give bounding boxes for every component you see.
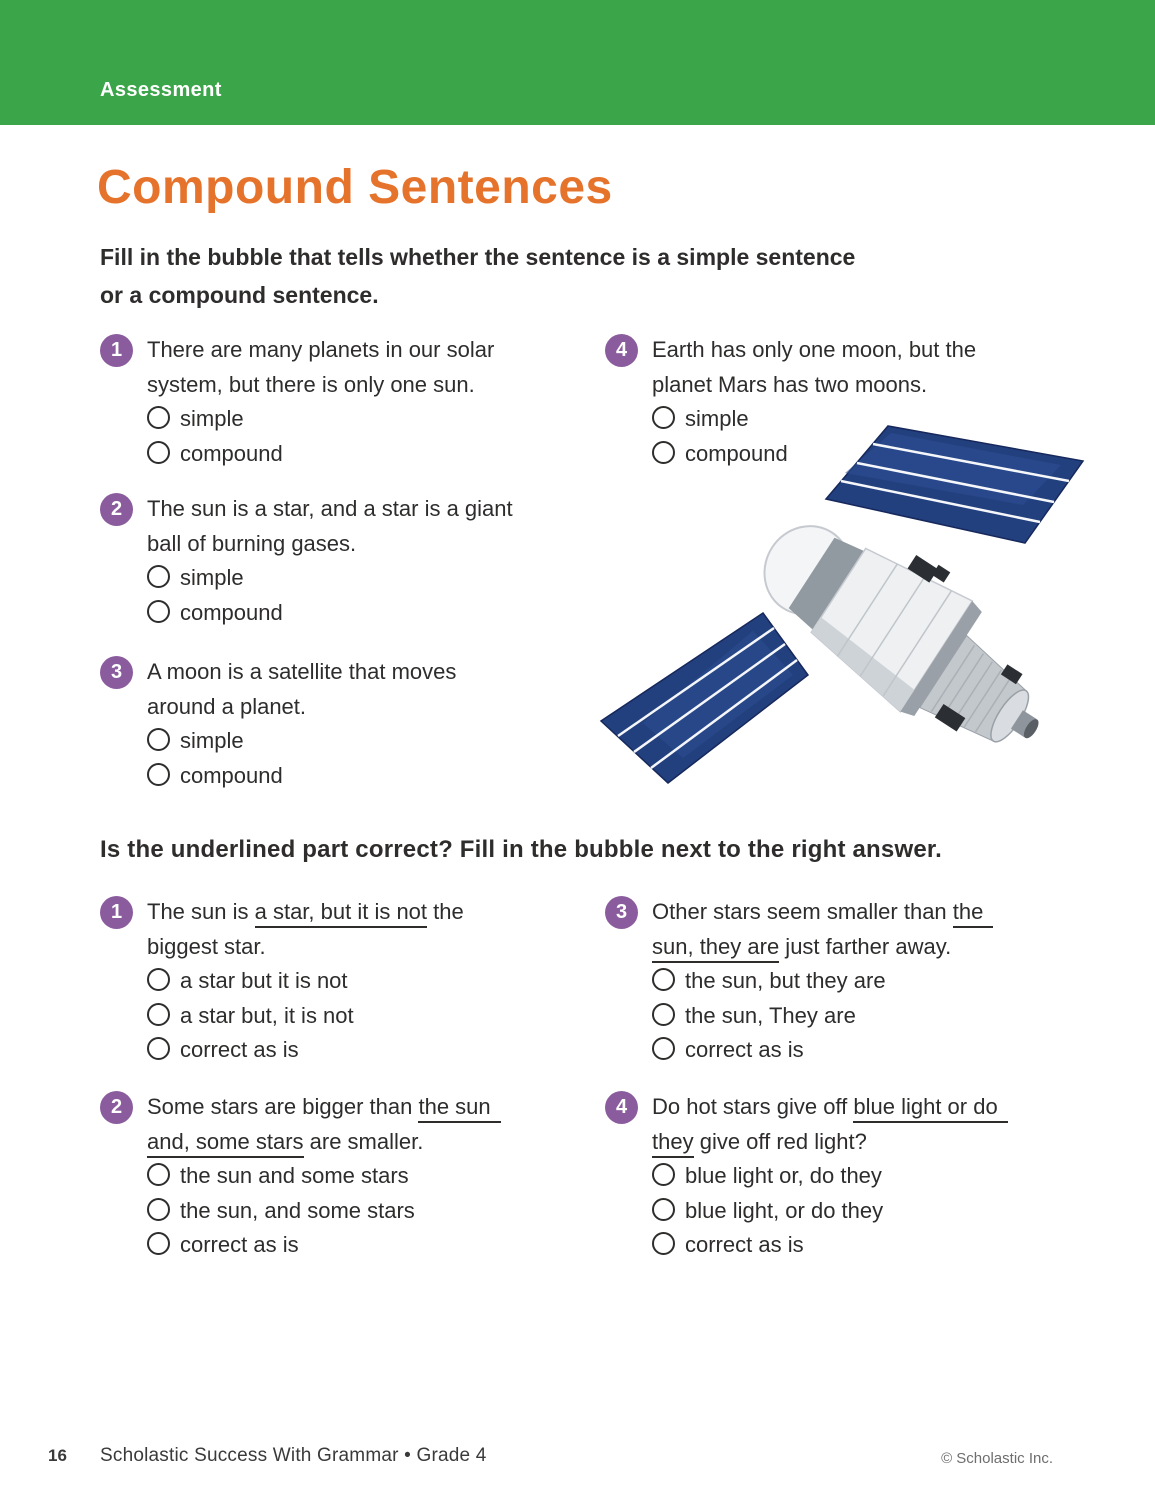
- answer-option[interactable]: [147, 964, 600, 999]
- answer-option[interactable]: [147, 1228, 600, 1263]
- option-label: a star but, it is not: [180, 1002, 354, 1028]
- underlined-phrase: blue light or do: [853, 1094, 1007, 1123]
- question-number-badge: 3: [100, 656, 133, 689]
- s2-question-2: [100, 1090, 600, 1263]
- answer-option[interactable]: [652, 1228, 1105, 1263]
- question-text: Earth has only one moon, but the: [652, 337, 977, 362]
- question-text: system, but there is only one sun.: [147, 371, 475, 397]
- question-text: sun, they are just farther away.: [652, 930, 1105, 965]
- answer-bubble[interactable]: [147, 968, 170, 991]
- answer-bubble[interactable]: [652, 1037, 675, 1060]
- instructions-line: or a compound sentence.: [100, 282, 379, 308]
- answer-option[interactable]: [147, 561, 600, 596]
- underlined-phrase: the sun: [418, 1094, 500, 1123]
- option-label: the sun, and some stars: [180, 1197, 415, 1223]
- answer-bubble[interactable]: [652, 1003, 675, 1026]
- option-label: blue light, or do they: [685, 1197, 884, 1223]
- section2-instructions: Is the underlined part correct? Fill in the bubble next to the right answer.: [100, 836, 942, 863]
- question-text: and, some stars are smaller.: [147, 1125, 600, 1160]
- satellite-solar-panel-upper: [826, 426, 1083, 543]
- s2-question-4: [605, 1090, 1105, 1263]
- underlined-phrase: and, some stars: [147, 1129, 304, 1158]
- answer-bubble[interactable]: [147, 406, 170, 429]
- question-text: The sun is a star, and a star is a giant: [147, 496, 513, 521]
- satellite-solar-panel-lower: [601, 613, 808, 783]
- option-label: the sun, They are: [685, 1002, 856, 1028]
- question-text: There are many planets in our solar: [147, 337, 495, 362]
- answer-bubble[interactable]: [147, 1037, 170, 1060]
- option-label: correct as is: [685, 1232, 804, 1257]
- underlined-phrase: a star, but it is not: [255, 899, 427, 928]
- question-text: Do hot stars give off blue light or do: [652, 1090, 1105, 1125]
- answer-option[interactable]: [652, 1033, 1105, 1068]
- answer-option[interactable]: [147, 1194, 600, 1229]
- question-number-badge: 2: [100, 493, 133, 526]
- question-number-badge: 4: [605, 1091, 638, 1124]
- option-label: the sun and some stars: [180, 1163, 409, 1188]
- question-text: The sun is a star, but it is not the: [147, 895, 600, 930]
- s1-question-2: [100, 492, 600, 630]
- answer-option[interactable]: [147, 1033, 600, 1068]
- answer-option[interactable]: [147, 724, 600, 759]
- section1-instructions: [100, 238, 855, 314]
- underlined-phrase: the: [953, 899, 994, 928]
- answer-bubble[interactable]: [147, 1003, 170, 1026]
- answer-bubble[interactable]: [147, 441, 170, 464]
- option-label: correct as is: [180, 1232, 299, 1257]
- question-number-badge: 2: [100, 1091, 133, 1124]
- question-text: ball of burning gases.: [147, 530, 357, 556]
- option-label: compound: [180, 440, 283, 466]
- option-label: correct as is: [685, 1037, 804, 1062]
- s2-question-3: [605, 895, 1105, 1068]
- question-number-badge: 1: [100, 334, 133, 367]
- option-label: compound: [180, 599, 283, 625]
- question-text: they give off red light?: [652, 1125, 1105, 1160]
- answer-bubble[interactable]: [147, 763, 170, 786]
- answer-bubble[interactable]: [147, 1163, 170, 1186]
- question-number-badge: 1: [100, 896, 133, 929]
- question-text: Some stars are bigger than the sun: [147, 1090, 600, 1125]
- satellite-image: [593, 413, 1093, 813]
- banner-label: Assessment: [100, 79, 222, 101]
- answer-bubble[interactable]: [147, 565, 170, 588]
- page-number: 16: [48, 1446, 67, 1465]
- question-number-badge: 3: [605, 896, 638, 929]
- instructions-line: Fill in the bubble that tells whether the sentence is a simple sentence: [100, 244, 856, 270]
- answer-bubble[interactable]: [147, 728, 170, 751]
- option-label: blue light or, do they: [685, 1163, 882, 1188]
- answer-bubble[interactable]: [652, 1163, 675, 1186]
- assessment-banner: [0, 0, 1155, 125]
- answer-bubble[interactable]: [147, 1232, 170, 1255]
- answer-option[interactable]: [147, 596, 600, 631]
- question-text: Other stars seem smaller than the: [652, 895, 1105, 930]
- copyright-notice: © Scholastic Inc.: [941, 1450, 1053, 1467]
- option-label: simple: [685, 406, 749, 431]
- question-text: A moon is a satellite that moves: [147, 659, 457, 684]
- answer-option[interactable]: [147, 1159, 600, 1194]
- option-label: simple: [180, 565, 244, 590]
- s1-question-3: [100, 655, 600, 793]
- answer-option[interactable]: [652, 1159, 1105, 1194]
- option-label: the sun, but they are: [685, 968, 886, 993]
- book-title: Scholastic Success With Grammar • Grade 4: [100, 1445, 487, 1466]
- answer-bubble[interactable]: [147, 600, 170, 623]
- option-label: compound: [685, 440, 788, 466]
- answer-option[interactable]: [147, 759, 600, 794]
- underlined-phrase: they: [652, 1129, 694, 1158]
- answer-option[interactable]: [147, 999, 600, 1034]
- question-text: around a planet.: [147, 693, 307, 719]
- question-number-badge: 4: [605, 334, 638, 367]
- answer-bubble[interactable]: [652, 1198, 675, 1221]
- option-label: a star but it is not: [180, 968, 348, 993]
- answer-bubble[interactable]: [652, 1232, 675, 1255]
- answer-option[interactable]: [652, 1194, 1105, 1229]
- page-title: Compound Sentences: [97, 161, 613, 214]
- question-text: planet Mars has two moons.: [652, 371, 928, 397]
- option-label: correct as is: [180, 1037, 299, 1062]
- answer-option[interactable]: [652, 999, 1105, 1034]
- answer-option[interactable]: [147, 437, 600, 472]
- option-label: simple: [180, 728, 244, 753]
- option-label: simple: [180, 406, 244, 431]
- s1-question-1: [100, 333, 600, 471]
- answer-bubble[interactable]: [147, 1198, 170, 1221]
- s2-question-1: [100, 895, 600, 1068]
- answer-option[interactable]: [147, 402, 600, 437]
- underlined-phrase: sun, they are: [652, 934, 779, 963]
- answer-bubble[interactable]: [652, 968, 675, 991]
- answer-option[interactable]: [652, 964, 1105, 999]
- option-label: compound: [180, 762, 283, 788]
- question-text: biggest star.: [147, 933, 266, 959]
